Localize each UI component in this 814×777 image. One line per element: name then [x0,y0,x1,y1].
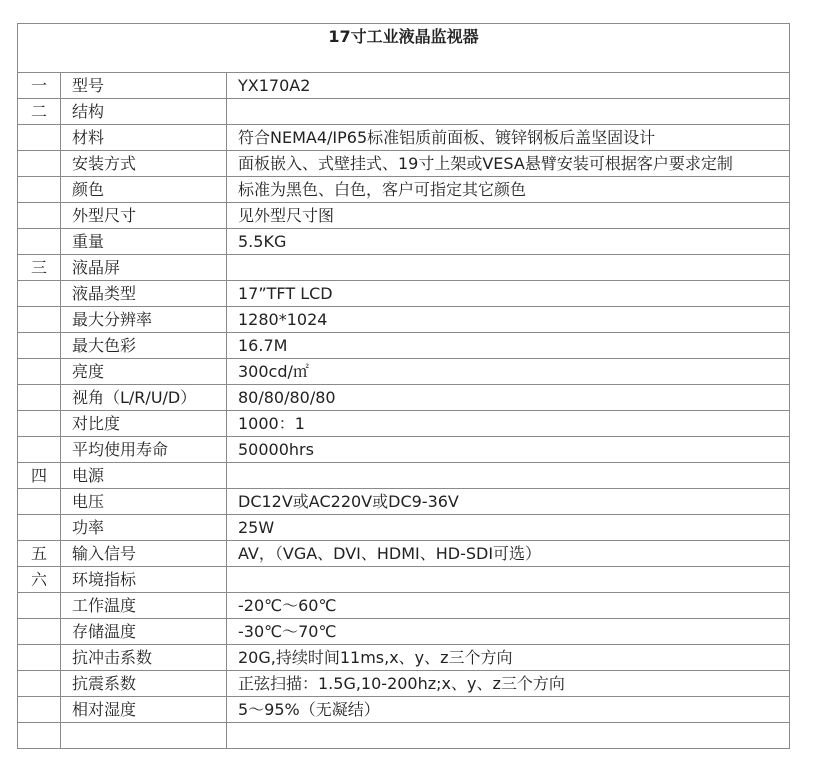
table-row [18,489,790,515]
row-value: -20℃～60℃ [227,593,790,619]
title-row [18,24,790,73]
row-number [18,307,61,333]
row-label: 工作温度 [61,593,227,619]
row-label: 存储温度 [61,619,227,645]
row-label: 液晶屏 [61,255,227,281]
row-number: 一 [18,73,61,99]
row-value: AV，（VGA、DVI、HDMI、HD-SDI可选） [227,541,790,567]
row-value: 正弦扫描：1.5G,10-200hz;x、y、z三个方向 [227,671,790,697]
row-number [18,281,61,307]
row-number [18,619,61,645]
table-row [18,463,790,489]
table-row [18,593,790,619]
row-value: 见外型尺寸图 [227,203,790,229]
table-row [18,255,790,281]
row-number [18,203,61,229]
row-value: 1280*1024 [227,307,790,333]
table-row [18,723,790,749]
table-row [18,281,790,307]
row-number: 二 [18,99,61,125]
row-number: 三 [18,255,61,281]
row-value: 300cd/㎡ [227,359,790,385]
row-label: 液晶类型 [61,281,227,307]
row-value: 面板嵌入、式壁挂式、19寸上架或VESA悬臂安装可根据客户要求定制 [227,151,790,177]
row-value: 1000：1 [227,411,790,437]
row-number [18,177,61,203]
row-label: 外型尺寸 [61,203,227,229]
row-label: 最大色彩 [61,333,227,359]
table-row [18,619,790,645]
row-label: 环境指标 [61,567,227,593]
row-value [227,255,790,281]
row-number [18,437,61,463]
row-label: 结构 [61,99,227,125]
table-row [18,203,790,229]
spec-table [17,23,790,749]
row-label: 型号 [61,73,227,99]
row-value [227,99,790,125]
row-number [18,151,61,177]
table-row [18,99,790,125]
table-row [18,697,790,723]
row-number [18,333,61,359]
row-number [18,229,61,255]
table-row [18,515,790,541]
row-number: 四 [18,463,61,489]
row-label: 输入信号 [61,541,227,567]
row-label: 最大分辨率 [61,307,227,333]
row-number [18,645,61,671]
row-label: 对比度 [61,411,227,437]
row-value: 5.5KG [227,229,790,255]
row-value [227,463,790,489]
row-number [18,593,61,619]
table-row [18,333,790,359]
table-row [18,411,790,437]
row-number [18,359,61,385]
row-number [18,671,61,697]
row-number [18,411,61,437]
row-value [227,567,790,593]
row-number [18,697,61,723]
row-value: 5～95%（无凝结） [227,697,790,723]
row-value: 17”TFT LCD [227,281,790,307]
row-value: DC12V或AC220V或DC9-36V [227,489,790,515]
row-value: 20G,持续时间11ms,x、y、z三个方向 [227,645,790,671]
table-row [18,567,790,593]
row-number [18,515,61,541]
row-label: 电源 [61,463,227,489]
table-row [18,151,790,177]
row-value: 50000hrs [227,437,790,463]
row-value: YX170A2 [227,73,790,99]
row-number: 五 [18,541,61,567]
table-row [18,385,790,411]
row-label: 抗冲击系数 [61,645,227,671]
row-label: 亮度 [61,359,227,385]
row-number [18,723,61,749]
row-label: 材料 [61,125,227,151]
row-label: 平均使用寿命 [61,437,227,463]
row-value: -30℃～70℃ [227,619,790,645]
row-number [18,125,61,151]
row-label: 抗震系数 [61,671,227,697]
row-number [18,385,61,411]
row-label: 视角（L/R/U/D） [61,385,227,411]
table-row [18,437,790,463]
table-row [18,541,790,567]
table-row [18,229,790,255]
row-number [18,489,61,515]
row-label: 颜色 [61,177,227,203]
table-row [18,125,790,151]
table-row [18,73,790,99]
table-row [18,359,790,385]
row-value: 80/80/80/80 [227,385,790,411]
row-value [227,723,790,749]
table-row [18,671,790,697]
row-value: 16.7M [227,333,790,359]
row-value: 25W [227,515,790,541]
row-label: 功率 [61,515,227,541]
table-row [18,645,790,671]
row-number: 六 [18,567,61,593]
row-label: 相对湿度 [61,697,227,723]
row-value: 符合NEMA4/IP65标准铝质前面板、镀锌钢板后盖坚固设计 [227,125,790,151]
row-label: 电压 [61,489,227,515]
table-title: 17寸工业液晶监视器 [18,24,790,73]
table-row [18,307,790,333]
row-value: 标准为黑色、白色，客户可指定其它颜色 [227,177,790,203]
row-label: 重量 [61,229,227,255]
row-label [61,723,227,749]
row-label: 安装方式 [61,151,227,177]
table-row [18,177,790,203]
